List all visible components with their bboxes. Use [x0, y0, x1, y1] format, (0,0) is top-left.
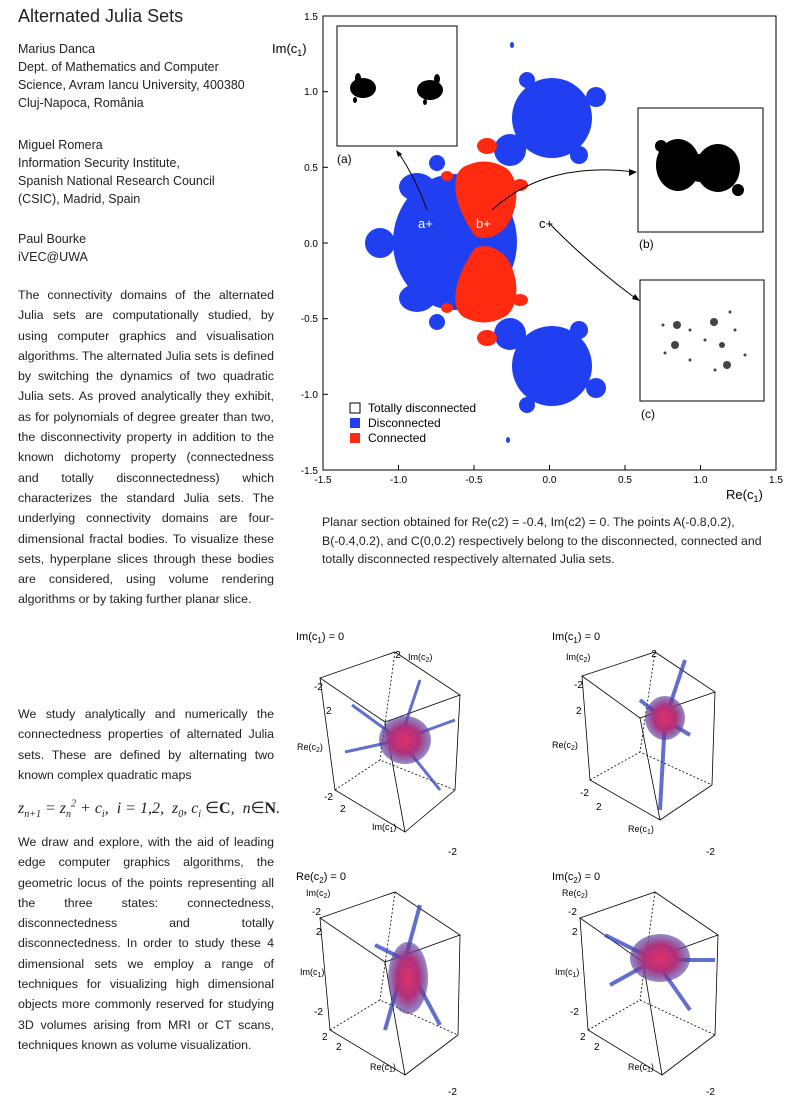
volume-3 [296, 871, 460, 1098]
volume-4-title: $Im(c_2) = 0$ [552, 871, 601, 885]
volume-4-tick-bottom-2: 2 [594, 1042, 600, 1053]
volume-renderings [290, 620, 790, 1100]
author-3 [18, 230, 88, 266]
volume-4-tick-mid: 2 [572, 927, 578, 938]
legend-label-totally-disconnected: Totally disconnected [368, 401, 477, 415]
y-tick-labels [301, 12, 319, 477]
x-tick-label: 0.5 [618, 475, 632, 486]
volume-4-axis-3: $Re(c_1)$ [628, 1062, 654, 1074]
legend-swatch-disconnected [350, 418, 360, 428]
volume-1-tick-left: -2 [314, 682, 323, 693]
legend-swatch-totally-disconnected [350, 403, 360, 413]
volume-3-tick-mid: 2 [316, 927, 322, 938]
volume-3-tick-end: -2 [448, 1087, 457, 1098]
volume-2-axis-2: $Re(c_2)$ [552, 740, 578, 752]
volume-4-tick-end: -2 [706, 1087, 715, 1098]
x-tick-label: 1.0 [693, 475, 708, 486]
volume-2-axis-3: $Re(c_1)$ [628, 824, 654, 836]
author-2-affil-1: Information Security Institute, [18, 156, 180, 170]
volume-2 [552, 631, 715, 858]
abstract-paragraph-3: We draw and explore, with the aid of leading edge computer graphics algorithms, the geometric locus of the points representing all the three states: connectedness, disconnectedness and totally disconnectedness. In order to study these 4 dimensional sets we employ a range of techniques for visualizing high dimensional objects more commonly reserved for studying 3D volumes arising from MRI or CT scans, techniques known as volume visualization. [18, 835, 274, 1052]
y-tick-label: 0.0 [304, 239, 318, 250]
volume-1-tick-mid: 2 [326, 706, 332, 717]
volume-4-tick-bottom: 2 [580, 1032, 586, 1043]
x-tick-label: -0.5 [465, 475, 483, 486]
x-tick-label: 0.0 [542, 475, 557, 486]
volume-2-title: $Im(c_1) = 0$ [552, 631, 601, 645]
volume-2-tick-top: 2 [651, 649, 657, 660]
volume-3-tick-bottom: 2 [322, 1032, 328, 1043]
volume-2-tick-bottom: -2 [580, 788, 589, 799]
volume-3-tick-low: -2 [314, 1007, 323, 1018]
y-tick-label: 1.5 [304, 12, 318, 23]
author-3-name: Paul Bourke [18, 232, 87, 246]
volume-3-title: $Re(c_2) = 0$ [296, 871, 347, 885]
author-1 [18, 40, 245, 112]
inset-a-label: (a) [337, 152, 352, 166]
author-3-affil-1: iVEC@UWA [18, 250, 88, 264]
x-tick-labels [314, 475, 783, 486]
volume-2-axis-1: $Im(c_2)$ [566, 652, 591, 664]
page-title: Alternated Julia Sets [18, 6, 184, 26]
x-tick-label: -1.5 [314, 475, 332, 486]
y-axis-label: $Im(c_1)$ [272, 41, 307, 58]
inset-c-frame [640, 280, 764, 401]
volume-1-tick-bottom-2: 2 [340, 804, 346, 815]
volume-4 [552, 871, 718, 1098]
volume-2-tick-bottom-2: 2 [596, 802, 602, 813]
volume-3-tick-left: -2 [312, 907, 321, 918]
volume-1-tick-end: -2 [448, 847, 457, 858]
volume-1-tick-top: 2 [395, 650, 401, 661]
author-1-name: Marius Danca [18, 42, 96, 56]
legend-label-disconnected: Disconnected [368, 416, 441, 430]
volume-1-axis-1: $Im(c_2)$ [408, 652, 433, 664]
author-2-affil-3: (CSIC), Madrid, Spain [18, 192, 141, 206]
y-tick-label: -0.5 [300, 314, 318, 325]
abstract-paragraph-1: The connectivity domains of the alternated Julia sets are computationally studied, by using computer graphics and visualisation algorithms. The alternated Julia sets is defined by switching the dynamics of two quadratic Julia sets. As proved analytically they exhibit, as for polynomials of degree greater than two, the disconnectivity property in addition to the known dichotomy property (connectedness and totally disconnectedness) which characterizes the standard Julia sets. The underlying connectivity domains are four-dimensional fractal bodies. To visualize these sets, hyperplane slices through these bodies are considered, using volume rendering algorithms or by taking further planar slice. [18, 288, 274, 607]
point-c-label: c+ [539, 216, 554, 231]
y-tick-label: 1.0 [304, 87, 318, 98]
volume-1-axis-3: $Im(c_1)$ [372, 822, 397, 834]
inset-b-label: (b) [639, 237, 654, 251]
legend-swatch-connected [350, 433, 360, 443]
abstract-paragraph-2: We study analytically and numerically the connectedness properties of alternated Julia sets. These are defined by alternating two known complex quadratic maps [18, 707, 274, 782]
author-2 [18, 136, 215, 208]
volume-1-title: $Im(c_1) = 0$ [296, 631, 345, 645]
figure-caption: Planar section obtained for Re(c2) = -0.4, Im(c2) = 0. The points A(-0.8,0.2), B(-0.4,0.2), and C(0,0.2) respectively belong to the disconnected, connected and totally disconnected respectively alternated Julia sets. [322, 515, 762, 566]
x-axis-label: $Re(c_1)$ [726, 487, 763, 504]
volume-3-axis-1: $Im(c_2)$ [306, 888, 331, 900]
author-2-affil-2: Spanish National Research Council [18, 174, 215, 188]
volume-4-tick-low: -2 [570, 1007, 579, 1018]
legend-label-connected: Connected [368, 431, 427, 445]
x-tick-label: 1.5 [769, 475, 783, 486]
y-tick-label: -1.0 [300, 390, 318, 401]
volume-4-axis-1: $Re(c_2)$ [562, 888, 588, 900]
volume-1-tick-bottom: -2 [324, 792, 333, 803]
x-tick-label: -1.0 [389, 475, 408, 486]
point-a-label: a+ [418, 216, 433, 231]
volume-2-tick-end: -2 [706, 847, 715, 858]
author-1-affil-1: Dept. of Mathematics and Computer [18, 60, 219, 74]
volume-2-tick-left: -2 [574, 680, 583, 691]
inset-c-label: (c) [641, 407, 655, 421]
y-tick-label: 0.5 [304, 163, 318, 174]
author-1-affil-3: Cluj-Napoca, România [18, 96, 144, 110]
volume-1-axis-2: $Re(c_2)$ [297, 742, 323, 754]
equation: $z_{n+1} = z_n^2 + c_i$, i = 1,2, $z_0$, $c_i$ ∈C, n∈N. [18, 798, 281, 821]
volume-3-tick-bottom-2: 2 [336, 1042, 342, 1053]
volume-4-axis-2: $Im(c_1)$ [555, 967, 580, 979]
y-tick-label: -1.5 [300, 466, 318, 477]
planar-section-plot [270, 0, 790, 510]
volume-3-axis-3: $Re(c_1)$ [370, 1062, 396, 1074]
author-2-name: Miguel Romera [18, 138, 103, 152]
point-b-label: b+ [476, 216, 491, 231]
volume-1 [296, 631, 460, 858]
volume-2-tick-mid: 2 [576, 706, 582, 717]
volume-4-tick-left: -2 [568, 907, 577, 918]
author-1-affil-2: Science, Avram Iancu University, 400380 [18, 78, 245, 92]
volume-3-axis-2: $Im(c_1)$ [300, 967, 325, 979]
